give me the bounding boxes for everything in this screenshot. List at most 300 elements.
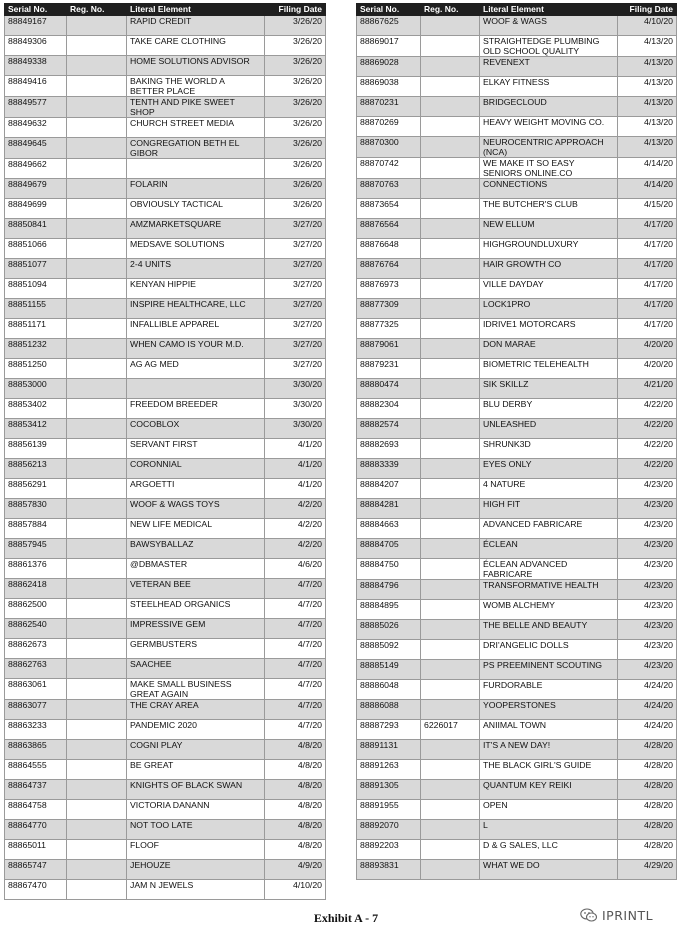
literal-cell: MEDSAVE SOLUTIONS — [127, 239, 265, 259]
date-cell: 3/26/20 — [265, 159, 326, 179]
date-cell: 4/23/20 — [618, 600, 677, 620]
page-footer: Exhibit A - 7 — [313, 911, 379, 925]
literal-cell: REVENEXT — [480, 57, 618, 77]
table-row — [5, 459, 326, 479]
literal-cell: WOOF & WAGS TOYS — [127, 499, 265, 519]
table-row — [357, 97, 677, 117]
reg-cell — [67, 399, 127, 419]
table-row — [357, 640, 677, 660]
literal-cell: LOCK1PRO — [480, 299, 618, 319]
date-cell: 4/7/20 — [265, 700, 326, 720]
date-cell: 4/1/20 — [265, 459, 326, 479]
serial-cell: 88853412 — [5, 419, 67, 439]
serial-cell: 88882693 — [357, 439, 421, 459]
literal-cell: TAKE CARE CLOTHING — [127, 36, 265, 56]
date-cell: 4/23/20 — [618, 559, 677, 580]
date-cell: 3/26/20 — [265, 76, 326, 97]
table-row — [357, 820, 677, 840]
serial-cell: 88869028 — [357, 57, 421, 77]
reg-cell — [67, 519, 127, 539]
reg-cell — [421, 780, 480, 800]
date-cell: 4/1/20 — [265, 479, 326, 499]
literal-cell: JEHOUZE — [127, 860, 265, 880]
reg-cell — [421, 339, 480, 359]
literal-cell: HIGH FIT — [480, 499, 618, 519]
table-row — [357, 439, 677, 459]
date-cell: 3/27/20 — [265, 279, 326, 299]
header-serial: Serial No. — [357, 4, 421, 16]
table-row — [5, 720, 326, 740]
date-cell: 4/23/20 — [618, 499, 677, 519]
literal-cell: PS PREEMINENT SCOUTING — [480, 660, 618, 680]
reg-cell — [67, 159, 127, 179]
table-row — [5, 860, 326, 880]
literal-cell: MAKE SMALL BUSINESS GREAT AGAIN — [127, 679, 265, 700]
table-row — [357, 379, 677, 399]
date-cell: 4/28/20 — [618, 840, 677, 860]
date-cell: 4/8/20 — [265, 760, 326, 780]
reg-cell: 6226017 — [421, 720, 480, 740]
table-row — [5, 239, 326, 259]
table-row — [357, 179, 677, 199]
serial-cell: 88849662 — [5, 159, 67, 179]
table-row — [357, 840, 677, 860]
table-row — [5, 499, 326, 519]
table-row — [357, 700, 677, 720]
table-row — [5, 579, 326, 599]
literal-cell: COCOBLOX — [127, 419, 265, 439]
reg-cell — [67, 639, 127, 659]
serial-cell: 88884207 — [357, 479, 421, 499]
reg-cell — [67, 97, 127, 118]
reg-cell — [67, 359, 127, 379]
serial-cell: 88867470 — [5, 880, 67, 900]
literal-cell: FREEDOM BREEDER — [127, 399, 265, 419]
reg-cell — [421, 137, 480, 158]
table-row — [5, 559, 326, 579]
reg-cell — [421, 179, 480, 199]
table-row — [357, 800, 677, 820]
date-cell: 4/28/20 — [618, 780, 677, 800]
literal-cell: BRIDGECLOUD — [480, 97, 618, 117]
reg-cell — [421, 379, 480, 399]
date-cell: 4/23/20 — [618, 539, 677, 559]
literal-cell: INSPIRE HEALTHCARE, LLC — [127, 299, 265, 319]
watermark-text: IPRINTL — [602, 908, 654, 923]
reg-cell — [67, 539, 127, 559]
serial-cell: 88850841 — [5, 219, 67, 239]
table-row — [5, 56, 326, 76]
table-row — [357, 16, 677, 36]
date-cell: 4/7/20 — [265, 679, 326, 700]
table-row — [357, 36, 677, 57]
literal-cell: COGNI PLAY — [127, 740, 265, 760]
table-row — [357, 299, 677, 319]
reg-cell — [421, 57, 480, 77]
serial-cell: 88856139 — [5, 439, 67, 459]
serial-cell: 88893831 — [357, 860, 421, 880]
literal-cell: WE MAKE IT SO EASY SENIORS ONLINE.CO — [480, 158, 618, 179]
reg-cell — [67, 659, 127, 679]
table-row — [5, 840, 326, 860]
header-date: Filing Date — [265, 4, 326, 16]
serial-cell: 88870742 — [357, 158, 421, 179]
date-cell: 4/8/20 — [265, 800, 326, 820]
table-row — [357, 158, 677, 179]
date-cell: 3/26/20 — [265, 36, 326, 56]
table-row — [357, 57, 677, 77]
literal-cell — [127, 159, 265, 179]
literal-cell: IDRIVE1 MOTORCARS — [480, 319, 618, 339]
literal-cell: WHEN CAMO IS YOUR M.D. — [127, 339, 265, 359]
table-row — [5, 740, 326, 760]
reg-cell — [67, 479, 127, 499]
reg-cell — [421, 77, 480, 97]
serial-cell: 88856291 — [5, 479, 67, 499]
serial-cell: 88882304 — [357, 399, 421, 419]
date-cell: 3/26/20 — [265, 118, 326, 138]
serial-cell: 88886088 — [357, 700, 421, 720]
date-cell: 4/28/20 — [618, 820, 677, 840]
table-header-row — [5, 4, 326, 16]
table-row — [5, 259, 326, 279]
serial-cell: 88862763 — [5, 659, 67, 679]
table-row — [5, 299, 326, 319]
literal-cell: BAKING THE WORLD A BETTER PLACE — [127, 76, 265, 97]
literal-cell: YOOPERSTONES — [480, 700, 618, 720]
literal-cell: TENTH AND PIKE SWEET SHOP — [127, 97, 265, 118]
date-cell: 4/13/20 — [618, 57, 677, 77]
reg-cell — [67, 760, 127, 780]
reg-cell — [421, 800, 480, 820]
literal-cell: DON MARAE — [480, 339, 618, 359]
reg-cell — [421, 199, 480, 219]
date-cell: 4/13/20 — [618, 117, 677, 137]
table-row — [357, 319, 677, 339]
date-cell: 3/26/20 — [265, 16, 326, 36]
literal-cell: BAWSYBALLAZ — [127, 539, 265, 559]
serial-cell: 88849416 — [5, 76, 67, 97]
date-cell: 3/26/20 — [265, 97, 326, 118]
serial-cell: 88877309 — [357, 299, 421, 319]
table-row — [5, 880, 326, 900]
table-row — [357, 600, 677, 620]
reg-cell — [421, 640, 480, 660]
literal-cell: FLOOF — [127, 840, 265, 860]
table-row — [357, 137, 677, 158]
literal-cell: THE CRAY AREA — [127, 700, 265, 720]
serial-cell: 88851077 — [5, 259, 67, 279]
table-row — [5, 760, 326, 780]
literal-cell: IMPRESSIVE GEM — [127, 619, 265, 639]
serial-cell: 88851171 — [5, 319, 67, 339]
serial-cell: 88870300 — [357, 137, 421, 158]
literal-cell: WOOF & WAGS — [480, 16, 618, 36]
date-cell: 4/7/20 — [265, 619, 326, 639]
table-row — [5, 36, 326, 56]
serial-cell: 88892070 — [357, 820, 421, 840]
reg-cell — [421, 680, 480, 700]
reg-cell — [67, 339, 127, 359]
literal-cell: ARGOETTI — [127, 479, 265, 499]
date-cell: 4/15/20 — [618, 199, 677, 219]
literal-cell: CHURCH STREET MEDIA — [127, 118, 265, 138]
reg-cell — [67, 860, 127, 880]
literal-cell: HOME SOLUTIONS ADVISOR — [127, 56, 265, 76]
serial-cell: 88856213 — [5, 459, 67, 479]
literal-cell: CONGREGATION BETH EL GIBOR — [127, 138, 265, 159]
literal-cell: 2-4 UNITS — [127, 259, 265, 279]
date-cell: 4/17/20 — [618, 279, 677, 299]
serial-cell: 88883339 — [357, 459, 421, 479]
serial-cell: 88861376 — [5, 559, 67, 579]
serial-cell: 88891131 — [357, 740, 421, 760]
serial-cell: 88862673 — [5, 639, 67, 659]
date-cell: 4/13/20 — [618, 36, 677, 57]
serial-cell: 88885149 — [357, 660, 421, 680]
serial-cell: 88882574 — [357, 419, 421, 439]
reg-cell — [421, 820, 480, 840]
table-row — [5, 359, 326, 379]
serial-cell: 88885092 — [357, 640, 421, 660]
date-cell: 4/7/20 — [265, 659, 326, 679]
trademark-table-left — [4, 3, 326, 900]
serial-cell: 88864770 — [5, 820, 67, 840]
literal-cell: STRAIGHTEDGE PLUMBING OLD SCHOOL QUALITY — [480, 36, 618, 57]
table-row — [357, 860, 677, 880]
reg-cell — [67, 319, 127, 339]
literal-cell: CONNECTIONS — [480, 179, 618, 199]
serial-cell: 88884663 — [357, 519, 421, 539]
date-cell: 3/26/20 — [265, 138, 326, 159]
date-cell: 3/27/20 — [265, 239, 326, 259]
table-row — [357, 199, 677, 219]
header-literal: Literal Element — [480, 4, 618, 16]
date-cell: 4/24/20 — [618, 700, 677, 720]
serial-cell: 88885026 — [357, 620, 421, 640]
reg-cell — [67, 820, 127, 840]
table-header-row — [357, 4, 677, 16]
serial-cell: 88864758 — [5, 800, 67, 820]
reg-cell — [421, 860, 480, 880]
reg-cell — [421, 740, 480, 760]
date-cell: 4/7/20 — [265, 639, 326, 659]
table-row — [357, 259, 677, 279]
date-cell: 4/23/20 — [618, 479, 677, 499]
literal-cell: BLU DERBY — [480, 399, 618, 419]
date-cell: 4/21/20 — [618, 379, 677, 399]
literal-cell: ÉCLEAN — [480, 539, 618, 559]
date-cell: 4/24/20 — [618, 720, 677, 740]
table-row — [357, 239, 677, 259]
reg-cell — [421, 519, 480, 539]
serial-cell: 88884796 — [357, 580, 421, 600]
literal-cell: RAPID CREDIT — [127, 16, 265, 36]
date-cell: 3/27/20 — [265, 339, 326, 359]
serial-cell: 88849338 — [5, 56, 67, 76]
reg-cell — [67, 419, 127, 439]
date-cell: 4/8/20 — [265, 740, 326, 760]
table-row — [5, 76, 326, 97]
reg-cell — [67, 179, 127, 199]
serial-cell: 88849167 — [5, 16, 67, 36]
serial-cell: 88849577 — [5, 97, 67, 118]
date-cell: 4/17/20 — [618, 299, 677, 319]
date-cell: 4/28/20 — [618, 800, 677, 820]
serial-cell: 88891263 — [357, 760, 421, 780]
date-cell: 4/22/20 — [618, 399, 677, 419]
date-cell: 4/23/20 — [618, 640, 677, 660]
literal-cell: NEW ELLUM — [480, 219, 618, 239]
date-cell: 3/27/20 — [265, 359, 326, 379]
trademark-table-right — [356, 3, 677, 880]
reg-cell — [421, 319, 480, 339]
table-row — [5, 399, 326, 419]
literal-cell: NEUROCENTRIC APPROACH (NCA) — [480, 137, 618, 158]
reg-cell — [421, 459, 480, 479]
literal-cell: 4 NATURE — [480, 479, 618, 499]
date-cell: 4/13/20 — [618, 137, 677, 158]
literal-cell: JAM N JEWELS — [127, 880, 265, 900]
reg-cell — [421, 660, 480, 680]
serial-cell: 88867625 — [357, 16, 421, 36]
reg-cell — [421, 16, 480, 36]
table-row — [5, 419, 326, 439]
serial-cell: 88887293 — [357, 720, 421, 740]
table-row — [5, 539, 326, 559]
header-date: Filing Date — [618, 4, 677, 16]
table-row — [5, 639, 326, 659]
literal-cell: UNLEASHED — [480, 419, 618, 439]
date-cell: 4/2/20 — [265, 499, 326, 519]
header-reg: Reg. No. — [67, 4, 127, 16]
serial-cell: 88892203 — [357, 840, 421, 860]
date-cell: 4/7/20 — [265, 579, 326, 599]
reg-cell — [421, 539, 480, 559]
literal-cell: THE BUTCHER'S CLUB — [480, 199, 618, 219]
date-cell: 4/1/20 — [265, 439, 326, 459]
serial-cell: 88870763 — [357, 179, 421, 199]
date-cell: 3/26/20 — [265, 199, 326, 219]
reg-cell — [421, 840, 480, 860]
reg-cell — [67, 138, 127, 159]
date-cell: 4/13/20 — [618, 77, 677, 97]
reg-cell — [67, 279, 127, 299]
serial-cell: 88851094 — [5, 279, 67, 299]
literal-cell: VETERAN BEE — [127, 579, 265, 599]
serial-cell: 88849306 — [5, 36, 67, 56]
literal-cell: BE GREAT — [127, 760, 265, 780]
serial-cell: 88884750 — [357, 559, 421, 580]
serial-cell: 88891305 — [357, 780, 421, 800]
literal-cell: ELKAY FITNESS — [480, 77, 618, 97]
date-cell: 4/22/20 — [618, 459, 677, 479]
reg-cell — [67, 740, 127, 760]
serial-cell: 88851066 — [5, 239, 67, 259]
table-row — [357, 580, 677, 600]
date-cell: 4/13/20 — [618, 97, 677, 117]
serial-cell: 88876648 — [357, 239, 421, 259]
table-row — [357, 77, 677, 97]
date-cell: 4/23/20 — [618, 580, 677, 600]
date-cell: 4/24/20 — [618, 680, 677, 700]
literal-cell: WOMB ALCHEMY — [480, 600, 618, 620]
date-cell: 3/26/20 — [265, 56, 326, 76]
reg-cell — [67, 199, 127, 219]
table-row — [357, 279, 677, 299]
literal-cell: SAACHEE — [127, 659, 265, 679]
reg-cell — [421, 580, 480, 600]
reg-cell — [421, 158, 480, 179]
literal-cell: INFALLIBLE APPAREL — [127, 319, 265, 339]
serial-cell: 88865011 — [5, 840, 67, 860]
date-cell: 4/23/20 — [618, 519, 677, 539]
literal-cell: PANDEMIC 2020 — [127, 720, 265, 740]
literal-cell — [127, 379, 265, 399]
table-row — [357, 419, 677, 439]
date-cell: 4/2/20 — [265, 519, 326, 539]
date-cell: 4/23/20 — [618, 660, 677, 680]
table-row — [5, 820, 326, 840]
table-row — [357, 740, 677, 760]
table-row — [5, 599, 326, 619]
date-cell: 4/17/20 — [618, 219, 677, 239]
serial-cell: 88877325 — [357, 319, 421, 339]
reg-cell — [421, 499, 480, 519]
reg-cell — [67, 118, 127, 138]
serial-cell: 88862418 — [5, 579, 67, 599]
reg-cell — [67, 599, 127, 619]
table-row — [357, 660, 677, 680]
watermark-logo — [580, 908, 653, 923]
table-row — [5, 800, 326, 820]
reg-cell — [67, 679, 127, 700]
reg-cell — [421, 359, 480, 379]
reg-cell — [67, 880, 127, 900]
literal-cell: @DBMASTER — [127, 559, 265, 579]
table-row — [357, 539, 677, 559]
reg-cell — [67, 700, 127, 720]
literal-cell: EYES ONLY — [480, 459, 618, 479]
reg-cell — [67, 499, 127, 519]
date-cell: 3/27/20 — [265, 259, 326, 279]
table-row — [5, 16, 326, 36]
serial-cell: 88849679 — [5, 179, 67, 199]
literal-cell: NEW LIFE MEDICAL — [127, 519, 265, 539]
reg-cell — [421, 117, 480, 137]
date-cell: 4/28/20 — [618, 760, 677, 780]
table-row — [357, 519, 677, 539]
table-row — [5, 439, 326, 459]
table-row — [357, 359, 677, 379]
date-cell: 4/10/20 — [618, 16, 677, 36]
date-cell: 4/20/20 — [618, 339, 677, 359]
serial-cell: 88857945 — [5, 539, 67, 559]
table-row — [5, 159, 326, 179]
literal-cell: KNIGHTS OF BLACK SWAN — [127, 780, 265, 800]
reg-cell — [67, 579, 127, 599]
date-cell: 4/10/20 — [265, 880, 326, 900]
literal-cell: VILLE DAYDAY — [480, 279, 618, 299]
header-reg: Reg. No. — [421, 4, 480, 16]
table-row — [357, 219, 677, 239]
serial-cell: 88870231 — [357, 97, 421, 117]
reg-cell — [67, 459, 127, 479]
table-row — [5, 479, 326, 499]
literal-cell: NOT TOO LATE — [127, 820, 265, 840]
reg-cell — [421, 97, 480, 117]
date-cell: 4/22/20 — [618, 419, 677, 439]
